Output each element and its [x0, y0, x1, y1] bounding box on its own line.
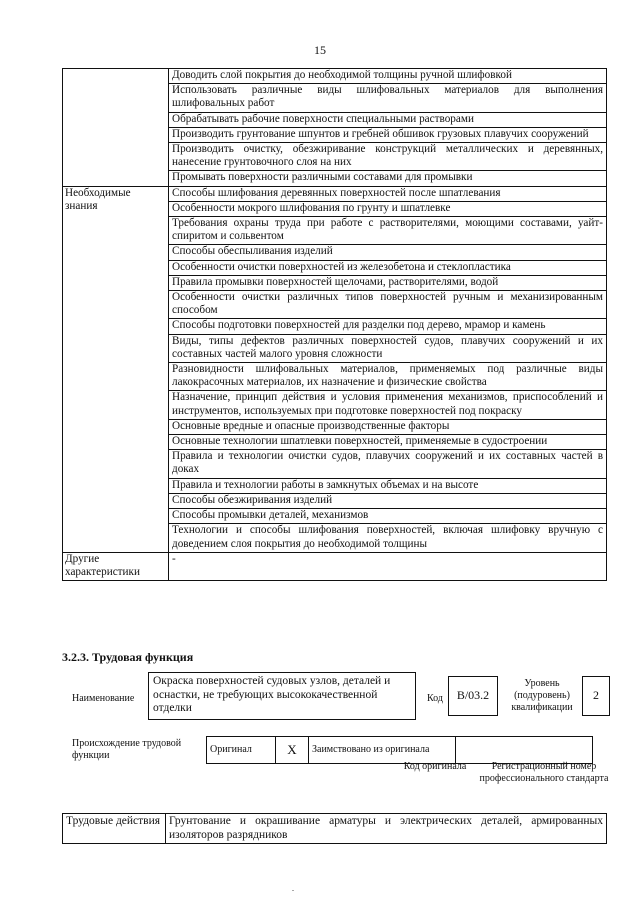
origin-table: [206, 736, 593, 764]
skill-item: Доводить слой покрытия до необходимой толщины ручной шлифовкой: [169, 69, 607, 84]
code-label: Код: [427, 693, 443, 704]
labor-actions-table: [62, 813, 607, 844]
qualification-level-box: 2: [582, 676, 610, 716]
knowledge-item: Правила и технологии очистки судов, плавучих сооружений и их составных частей в доках: [169, 450, 607, 478]
skill-item: Производить грунтование шпунтов и гребней обшивок грузовых плавучих сооружений: [169, 127, 607, 142]
other-characteristics-value: -: [169, 552, 607, 580]
knowledge-item: Основные вредные и опасные производственные факторы: [169, 419, 607, 434]
knowledge-item: Особенности мокрого шлифования по грунту и шпатлевке: [169, 201, 607, 216]
labor-actions-value: Грунтование и окрашивание арматуры и электрических деталей, армированных изоляторов разрядников: [166, 814, 607, 844]
footer-mark: .: [292, 884, 294, 893]
reg-number-cell: [456, 737, 593, 764]
knowledge-item: Требования охраны труда при работе с растворителями, моющими составами, уайт-спиритом и сольвентом: [169, 217, 607, 245]
qualification-level-label: Уровень (подуровень) квалификации: [511, 678, 573, 713]
skill-item: Промывать поверхности различными составами для промывки: [169, 171, 607, 186]
original-mark: X: [276, 737, 309, 764]
knowledge-item: Способы обеспыливания изделий: [169, 245, 607, 260]
borrowed-label: Заимствовано из оригинала: [309, 737, 456, 764]
origin-label: Происхождение трудовой функции: [72, 738, 182, 761]
code-value-box: B/03.2: [448, 676, 498, 716]
knowledge-item: Особенности очистки поверхностей из железобетона и стеклопластика: [169, 260, 607, 275]
reg-number-caption: Регистрационный номер профессионального стандарта: [479, 761, 609, 784]
table-row: [63, 814, 607, 844]
knowledge-item: Основные технологии шпатлевки поверхностей, применяемые в судостроении: [169, 435, 607, 450]
function-name-box: Окраска поверхностей судовых узлов, деталей и оснастки, не требующих высококачественной отделки: [148, 672, 416, 720]
knowledge-item: Правила и технологии работы в замкнутых объемах и на высоте: [169, 478, 607, 493]
table-row: [63, 552, 607, 580]
knowledge-item: Правила промывки поверхностей щелочами, растворителями, водой: [169, 275, 607, 290]
section-title: 3.2.3. Трудовая функция: [62, 650, 194, 664]
skill-item: Обрабатывать рабочие поверхности специальными растворами: [169, 112, 607, 127]
labor-actions-label: Трудовые действия: [63, 814, 166, 844]
name-label: Наименование: [72, 693, 135, 704]
knowledge-item: Способы шлифования деревянных поверхностей после шпатлевания: [169, 186, 607, 201]
knowledge-item: Виды, типы дефектов различных поверхностей судов, плавучих сооружений и их составных частей малого уровня сложности: [169, 334, 607, 362]
code-original-caption: Код оригинала: [403, 761, 467, 772]
knowledge-item: Технологии и способы шлифования поверхностей, включая шлифовку вручную с доведением слоя покрытия до необходимой толщины: [169, 524, 607, 552]
knowledge-item: Способы подготовки поверхностей для разделки под дерево, мрамор и камень: [169, 319, 607, 334]
skills-knowledge-table: [62, 68, 607, 581]
table-row: [63, 69, 607, 84]
table-row: [63, 186, 607, 201]
knowledge-item: Способы промывки деталей, механизмов: [169, 509, 607, 524]
page-number: 15: [314, 43, 326, 57]
skill-item: Производить очистку, обезжиривание конструкций металлических и деревянных, нанесение грунтовочного слоя на них: [169, 143, 607, 171]
other-characteristics-label: Другие характеристики: [63, 552, 169, 580]
knowledge-label: Необходимые знания: [63, 186, 169, 552]
knowledge-item: Особенности очистки различных типов поверхностей ручным и механизированным способом: [169, 291, 607, 319]
knowledge-item: Способы обезжиривания изделий: [169, 493, 607, 508]
knowledge-item: Разновидности шлифовальных материалов, применяемых под различные виды лакокрасочных материалов, их назначение и физические свойства: [169, 363, 607, 391]
knowledge-item: Назначение, принцип действия и условия применения механизмов, приспособлений и инструментов, используемых при подготовке поверхностей под покраску: [169, 391, 607, 419]
skill-item: Использовать различные виды шлифовальных материалов для выполнения шлифовальных работ: [169, 84, 607, 112]
original-label: Оригинал: [207, 737, 276, 764]
